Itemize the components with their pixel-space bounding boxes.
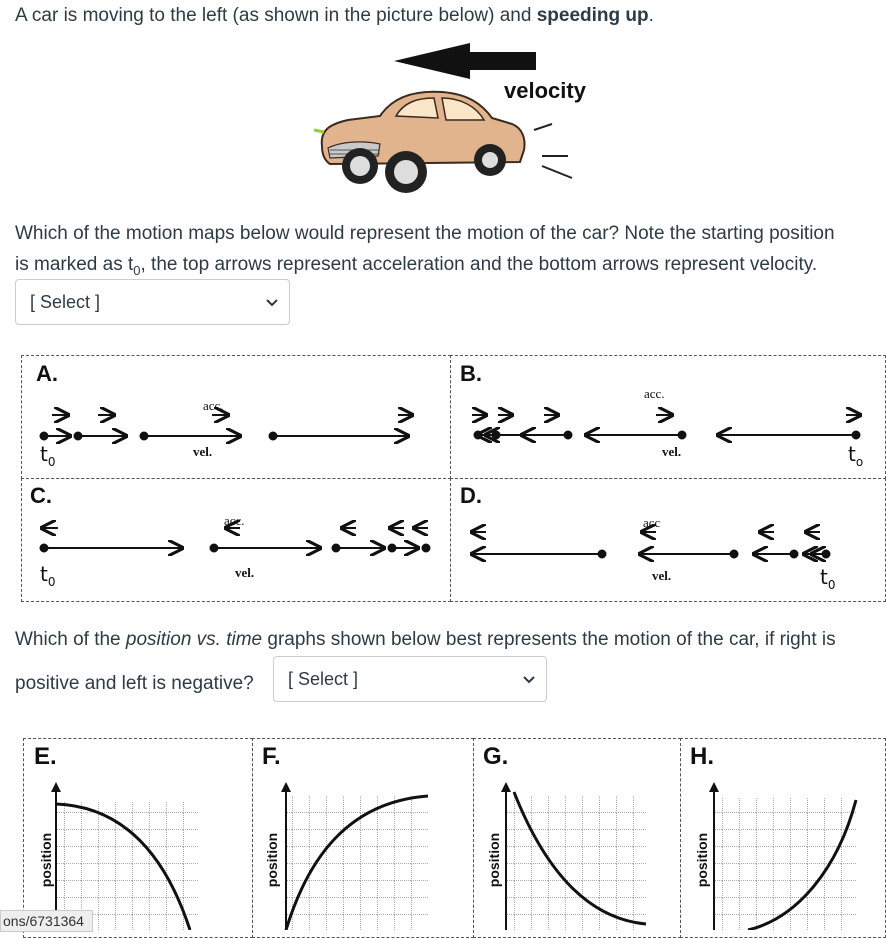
- option-b-label: B.: [460, 361, 482, 386]
- motion-map-a-diagram: [30, 395, 450, 455]
- position-graph-select[interactable]: [273, 656, 547, 702]
- car-icon: [314, 92, 525, 193]
- map-b-t0-label: $t_o$: [848, 442, 864, 469]
- question-1-text: A car is moving to the left (as shown in the picture below) and speeding up.: [15, 5, 654, 26]
- velocity-label: velocity: [504, 78, 586, 103]
- question-3-text-line2: positive and left is negative?: [15, 673, 254, 694]
- map-c-vel-label: vel.: [235, 565, 255, 580]
- chevron-down-icon: [263, 293, 281, 311]
- status-bar-url: ons/6731364: [0, 910, 93, 932]
- car-illustration: [300, 38, 610, 198]
- motion-map-select[interactable]: [15, 279, 290, 325]
- map-d-vel-label: vel.: [652, 568, 672, 583]
- option-g-label: G.: [483, 743, 509, 770]
- map-d-acc-label: acc: [643, 515, 661, 530]
- map-c-acc-label: acc.: [224, 513, 245, 528]
- motion-map-select-value: [ Select ]: [30, 291, 101, 312]
- graph-f-plot: [258, 778, 438, 930]
- velocity-arrow-icon: [394, 43, 536, 79]
- map-b-vel-label: vel.: [662, 444, 682, 459]
- option-f-label: F.: [262, 743, 281, 770]
- graph-h-plot: [688, 778, 868, 930]
- option-c-label: C.: [30, 483, 52, 508]
- position-graph-select-value: [ Select ]: [288, 668, 359, 689]
- chevron-down-icon: [520, 670, 538, 688]
- option-h-label: H.: [690, 743, 714, 770]
- graph-f-ylabel: position: [264, 832, 280, 888]
- motion-lines-icon: [534, 124, 572, 178]
- question-3-text: Which of the position vs. time graphs shown below best represents the motion of the car, if right is: [15, 629, 836, 650]
- option-a-label: A.: [36, 361, 58, 386]
- option-e-label: E.: [34, 743, 57, 770]
- speeding-up-emphasis: speeding up: [536, 5, 649, 26]
- graph-e-ylabel: position: [38, 832, 54, 888]
- map-a-acc-label: acc.: [203, 398, 224, 413]
- map-b-acc-label: acc.: [644, 386, 665, 401]
- graph-e-plot: [30, 778, 210, 930]
- map-a-t0-label: $t_0$: [40, 442, 56, 469]
- question-2-text: Which of the motion maps below would represent the motion of the car? Note the starting position is marked as $t_0$, the top arrows represent acceleration and the bottom arrows represent velocity.: [15, 223, 835, 278]
- map-d-t0-label: $t_0$: [820, 565, 836, 592]
- map-a-vel-label: vel.: [193, 444, 213, 459]
- graph-h-ylabel: position: [694, 832, 710, 888]
- graph-g-plot: [480, 778, 660, 930]
- graph-g-ylabel: position: [486, 832, 502, 888]
- option-d-label: D.: [460, 483, 482, 508]
- map-c-t0-label: $t_0$: [40, 562, 56, 589]
